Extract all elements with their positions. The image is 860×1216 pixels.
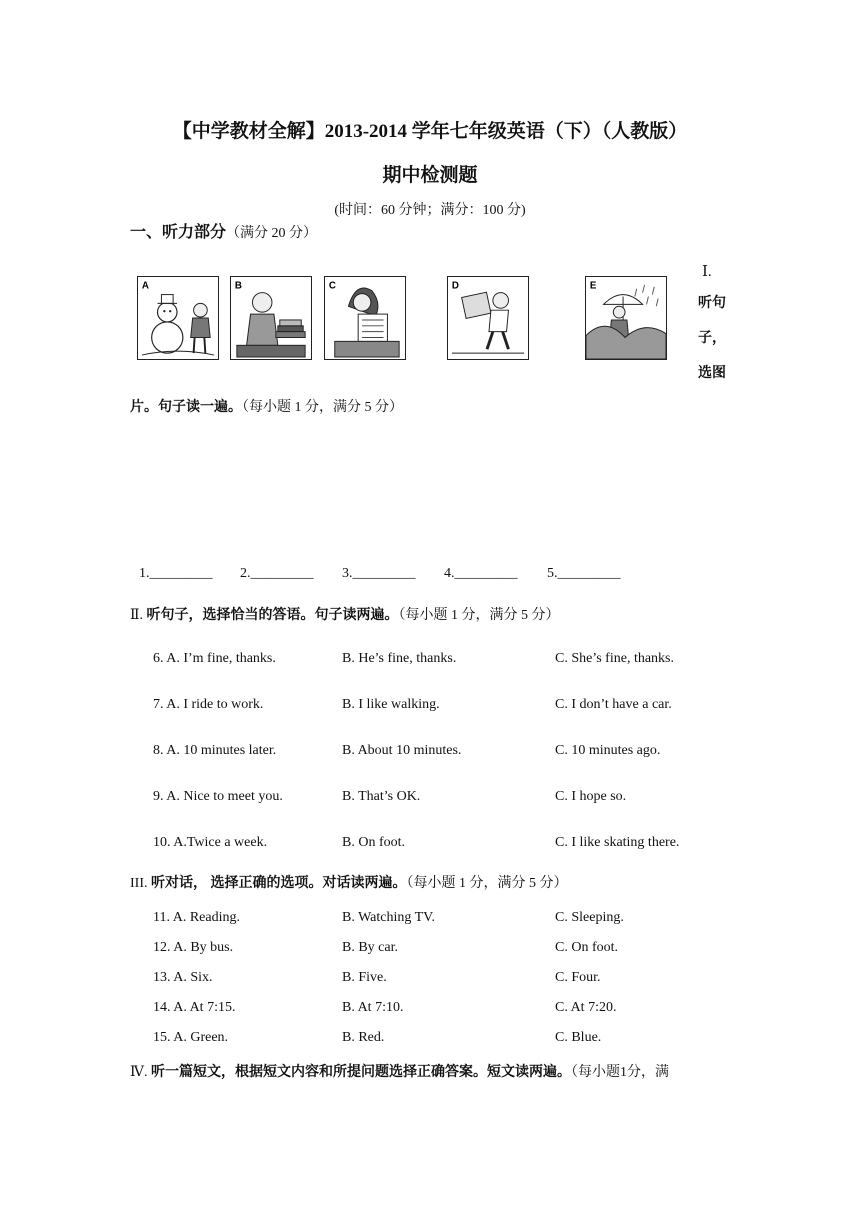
answer-blank-4[interactable]: 4._________: [444, 566, 518, 581]
question-8-option-a[interactable]: 8. A. 10 minutes later.: [153, 743, 277, 758]
question-10-option-c[interactable]: C. I like skating there.: [555, 835, 680, 850]
question-10-option-a[interactable]: 10. A.Twice a week.: [153, 835, 268, 850]
svg-text:D: D: [451, 280, 459, 292]
part-iv-instruction: 听一篇短文，根据短文内容和所提问题选择正确答案。短文读两遍。: [151, 1065, 571, 1080]
picture-d: [447, 276, 529, 360]
section-heading-text: 一、听力部分: [130, 224, 227, 241]
question-12-option-b[interactable]: B. By car.: [342, 940, 398, 955]
part-iii-note: （每小题 1 分，满分 5 分）: [406, 876, 568, 891]
girl-with-umbrella-rain-icon: [586, 277, 666, 359]
question-8-option-b[interactable]: B. About 10 minutes.: [342, 743, 462, 758]
part-iv-heading: [130, 1061, 669, 1081]
man-with-books-icon: [231, 277, 311, 359]
time-score-info: (时间：60 分钟；满分：100 分): [334, 203, 526, 218]
picture-label: A: [141, 280, 149, 292]
part-i-instruction: 片。句子读一遍。: [130, 400, 242, 415]
part-iv-number: Ⅳ.: [130, 1065, 148, 1080]
question-8-option-c[interactable]: C. 10 minutes ago.: [555, 743, 661, 758]
question-11-option-c[interactable]: C. Sleeping.: [555, 910, 624, 925]
question-13-option-c[interactable]: C. Four.: [555, 970, 601, 985]
part-i-heading-continued: [130, 396, 403, 416]
picture-b: [230, 276, 312, 360]
svg-text:C: C: [328, 280, 336, 292]
svg-text:B: B: [234, 280, 242, 292]
woman-reading-newspaper-icon: [325, 277, 405, 359]
question-15-option-a[interactable]: 15. A. Green.: [153, 1030, 229, 1045]
part-ii-number: Ⅱ.: [130, 608, 144, 623]
question-14-option-b[interactable]: B. At 7:10.: [342, 1000, 404, 1015]
boy-carrying-box-icon: [448, 277, 528, 359]
answer-blank-2[interactable]: 2._________: [240, 566, 314, 581]
part-i-number: Ⅰ.: [702, 264, 712, 280]
question-12-option-c[interactable]: C. On foot.: [555, 940, 618, 955]
question-6-option-b[interactable]: B. He’s fine, thanks.: [342, 651, 457, 666]
picture-c: [324, 276, 406, 360]
question-15-option-c[interactable]: C. Blue.: [555, 1030, 602, 1045]
picture-e: [585, 276, 667, 360]
question-9-option-b[interactable]: B. That’s OK.: [342, 789, 421, 804]
document-subtitle-title: 期中检测题: [382, 165, 478, 186]
svg-text:E: E: [589, 280, 597, 292]
part-ii-instruction: 听句子，选择恰当的答语。句子读两遍。: [146, 608, 399, 623]
snowman-icon: [138, 277, 218, 359]
question-9-option-a[interactable]: 9. A. Nice to meet you.: [153, 789, 283, 804]
picture-a: [137, 276, 219, 360]
question-14-option-a[interactable]: 14. A. At 7:15.: [153, 1000, 236, 1015]
question-7-option-b[interactable]: B. I like walking.: [342, 697, 440, 712]
question-6-option-c[interactable]: C. She’s fine, thanks.: [555, 651, 674, 666]
question-11-option-b[interactable]: B. Watching TV.: [342, 910, 435, 925]
answer-blank-3[interactable]: 3._________: [342, 566, 416, 581]
question-13-option-b[interactable]: B. Five.: [342, 970, 387, 985]
question-12-option-a[interactable]: 12. A. By bus.: [153, 940, 234, 955]
question-13-option-a[interactable]: 13. A. Six.: [153, 970, 213, 985]
part-ii-note: （每小题 1 分，满分 5 分）: [398, 608, 560, 623]
answer-blank-5[interactable]: 5._________: [547, 566, 621, 581]
document-title: 【中学教材全解】2013-2014 学年七年级英语（下）（人教版）: [172, 121, 688, 142]
question-14-option-c[interactable]: C. At 7:20.: [555, 1000, 617, 1015]
question-15-option-b[interactable]: B. Red.: [342, 1030, 385, 1045]
part-ii-heading: [130, 604, 560, 624]
question-7-option-c[interactable]: C. I don’t have a car.: [555, 697, 672, 712]
part-iii-number: III.: [130, 876, 148, 891]
question-6-option-a[interactable]: 6. A. I’m fine, thanks.: [153, 651, 276, 666]
part-i-heading-line1: 听句: [698, 296, 726, 311]
part-iv-note: （每小题1分，满: [571, 1065, 669, 1080]
question-11-option-a[interactable]: 11. A. Reading.: [153, 910, 240, 925]
part-i-heading-line3: 选图: [698, 366, 726, 381]
question-9-option-c[interactable]: C. I hope so.: [555, 789, 627, 804]
part-i-note: （每小题 1 分，满分 5 分）: [242, 400, 403, 415]
question-10-option-b[interactable]: B. On foot.: [342, 835, 405, 850]
answer-blank-1[interactable]: 1._________: [139, 566, 213, 581]
section-heading-note: （满分 20 分）: [226, 226, 318, 241]
part-i-heading-line2: 子，: [698, 331, 726, 346]
part-iii-heading: [130, 872, 568, 892]
section-listening-heading: [130, 219, 317, 242]
question-7-option-a[interactable]: 7. A. I ride to work.: [153, 697, 264, 712]
part-iii-instruction: 听对话， 选择正确的选项。对话读两遍。: [151, 876, 407, 891]
